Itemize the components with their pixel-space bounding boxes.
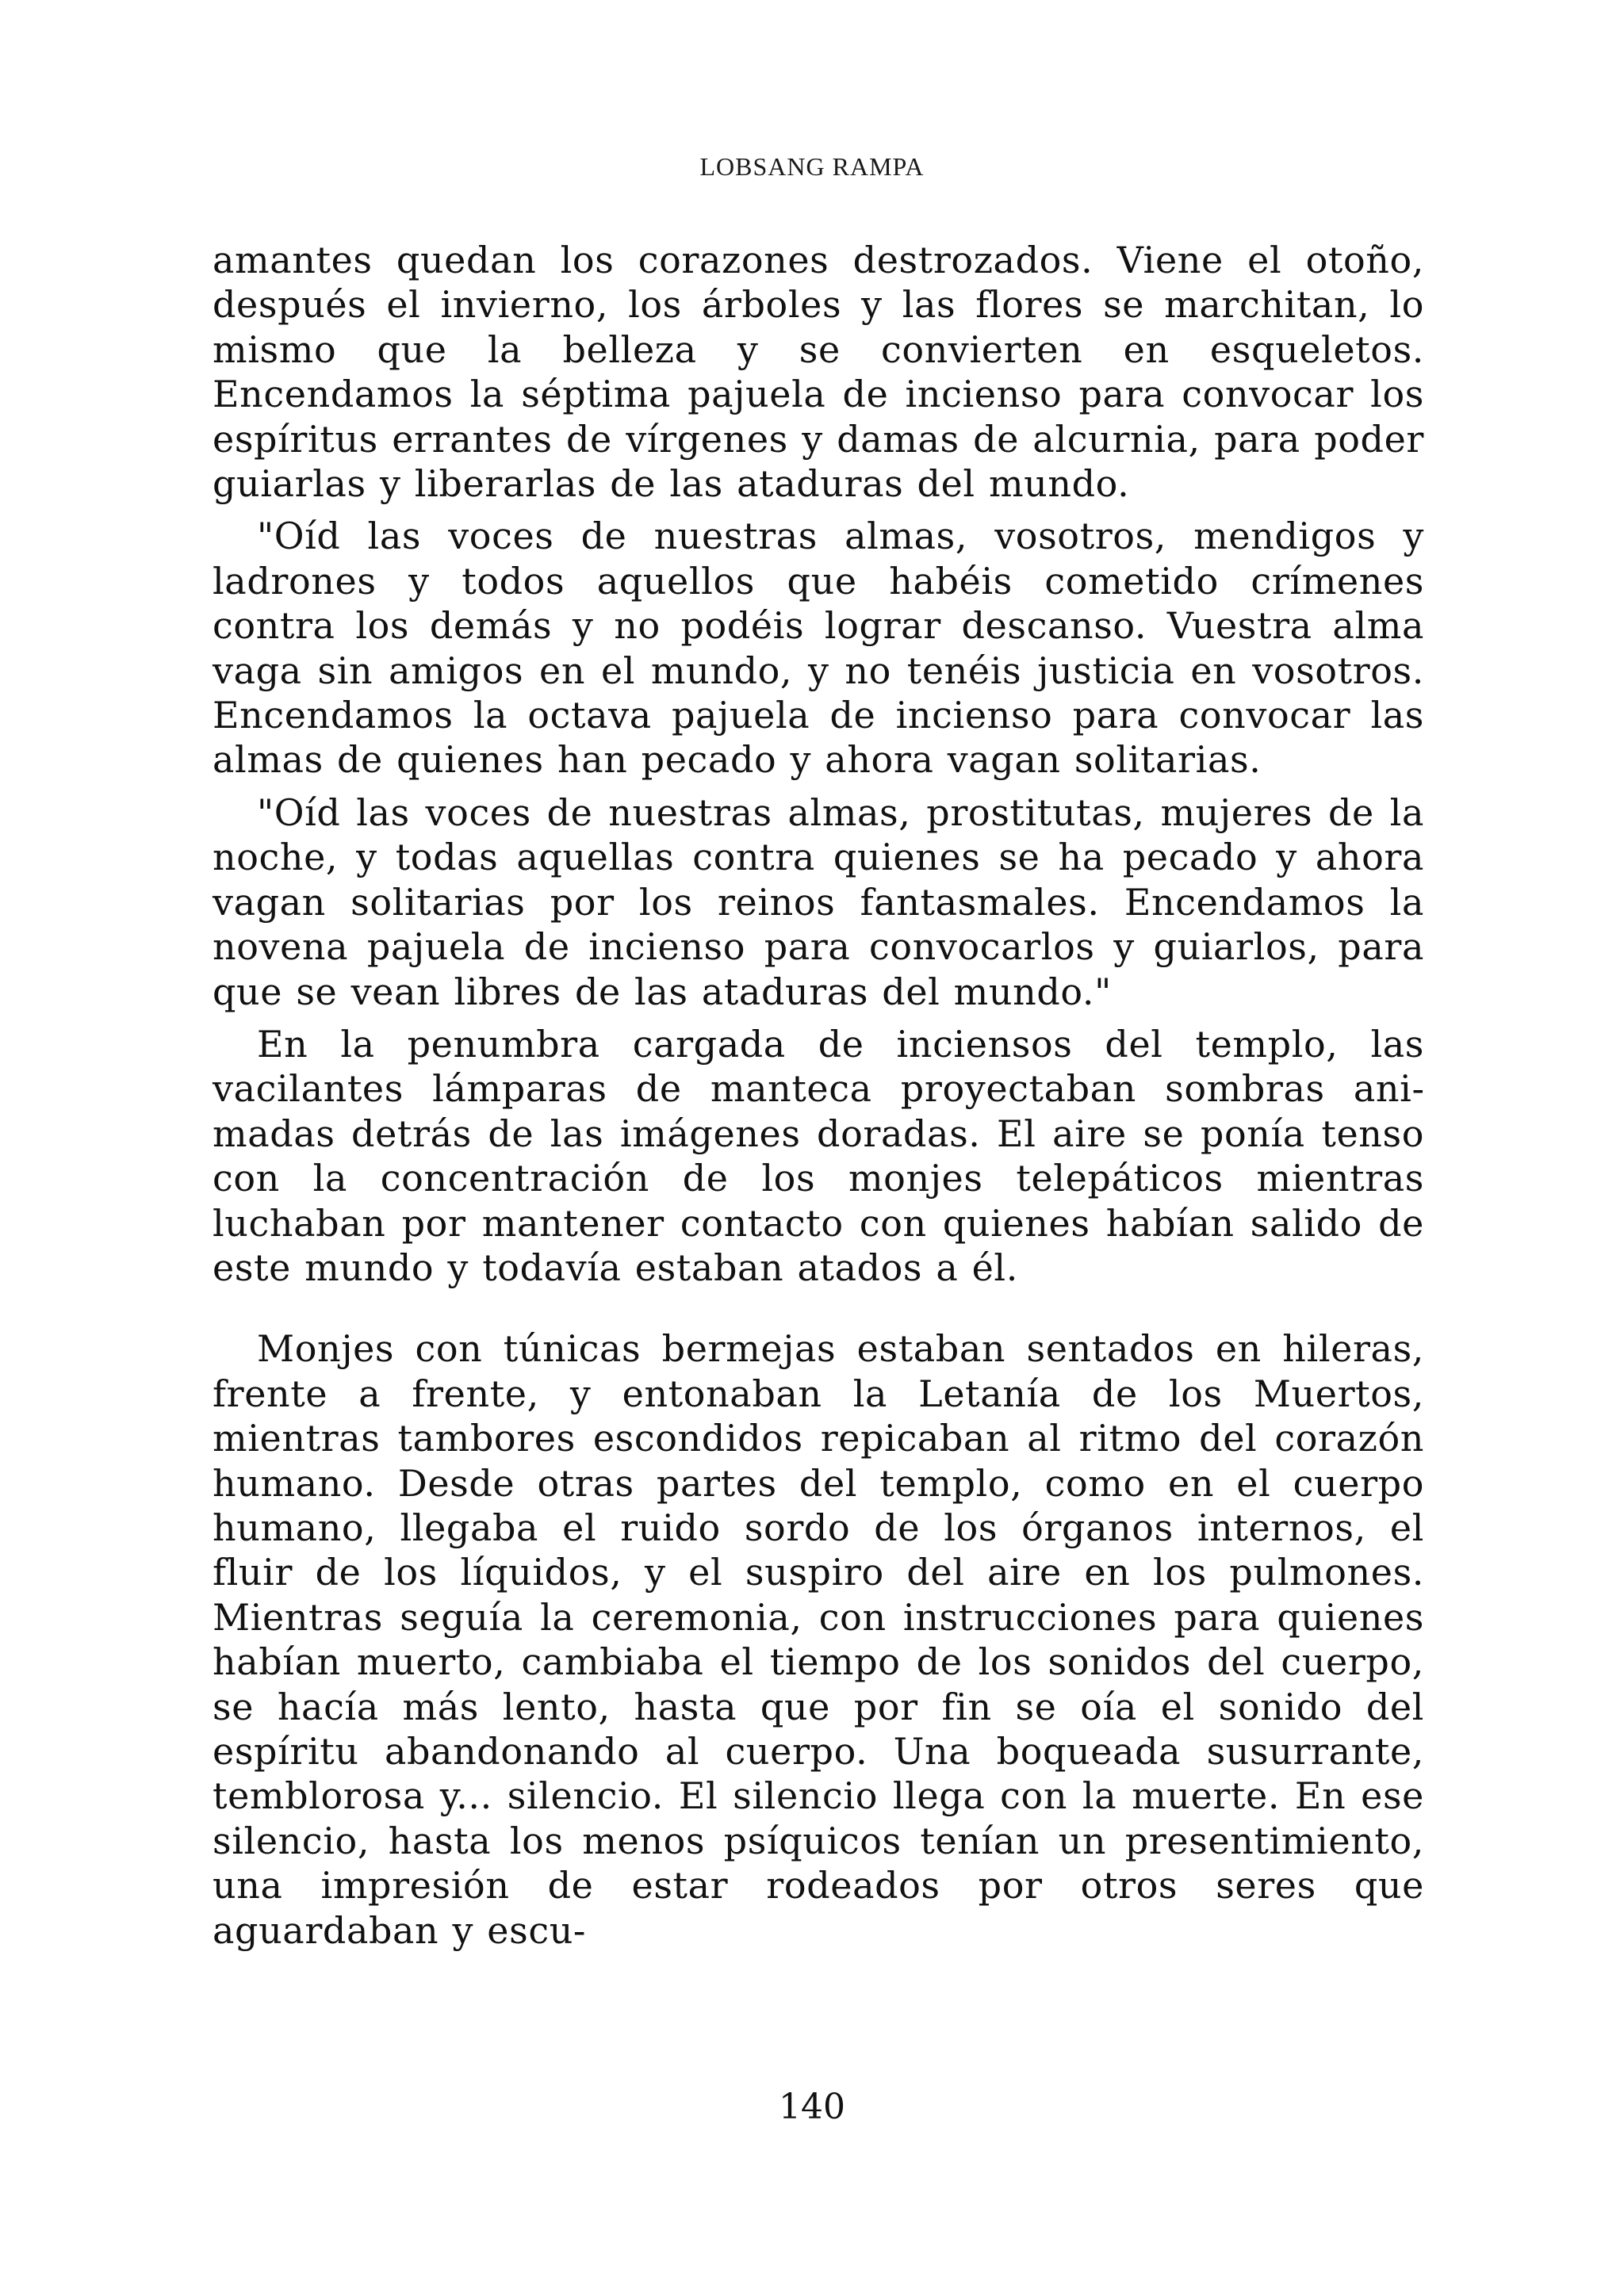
page-number: 140 xyxy=(779,2087,845,2127)
paragraph-continuation: amantes quedan los corazones destrozados. Viene el otoño, después el invierno, los árboles y las flores se marchitan, lo mismo que la belleza y se convierten en esqueletos. Encendamos la séptima pajuela de incienso para convocar los espíritus errantes de vírgenes y damas de alcurnia, para poder guiarlas y liberarlas de las ataduras del mundo. xyxy=(213,239,1424,506)
paragraph-night-women-invocation: "Oíd las voces de nuestras almas, prostitutas, mujeres de la noche, y todas aquellas contra quienes se ha pecado y ahora vagan solitarias por los reinos fantasmales. Encendamos la novena pajuela de incienso para convocarlos y guiarlos, para que se vean libres de las ataduras del mundo." xyxy=(213,790,1424,1013)
paragraph-temple-penumbra: En la penumbra cargada de inciensos del templo, las vacilantes lámparas de manteca proyectaban sombras animadas detrás de las imágenes doradas. El aire se ponía tenso con la concentración de los monjes telepáticos mientras luchaban por mantener contacto con quienes habían salido de este mundo y todavía estaban atados a él. xyxy=(213,1022,1424,1289)
body-text xyxy=(213,238,1424,1953)
running-header: LOBSANG RAMPA xyxy=(699,152,925,181)
paragraph-monks-litany: Monjes con túnicas bermejas estaban sentados en hileras, frente a frente, y entonaban la Letanía de los Muertos, mientras tambores escondidos repicaban al ritmo del corazón humano. Desde otras partes del templo, como en el cuerpo humano, llegaba el ruido sordo de los órganos internos, el fluir de los líquidos, y el suspiro del aire en los pulmones. Mientras seguía la ceremonia, con instrucciones para quienes habían muerto, cambiaba el tiempo de los sonidos del cuerpo, se hacía más lento, hasta que por fin se oía el sonido del espíritu abandonando al cuerpo. Una boqueada susurrante, temblorosa y... silencio. El silencio llega con la muerte. En ese silencio, hasta los menos psíquicos tenían un presentimiento, una impresión de estar rodeados por otros seres que aguardaban y escu- xyxy=(213,1327,1424,1952)
paragraph-beggars-invocation: "Oíd las voces de nuestras almas, vosotros, mendigos y ladrones y todos aquellos que habéis cometido crímenes contra los demás y no podéis lograr descanso. Vuestra alma vaga sin amigos en el mundo, y no tenéis justicia en vosotros. Encendamos la octava pajuela de incienso para convocar las almas de quienes han pecado y ahora vagan solitarias. xyxy=(213,515,1424,782)
